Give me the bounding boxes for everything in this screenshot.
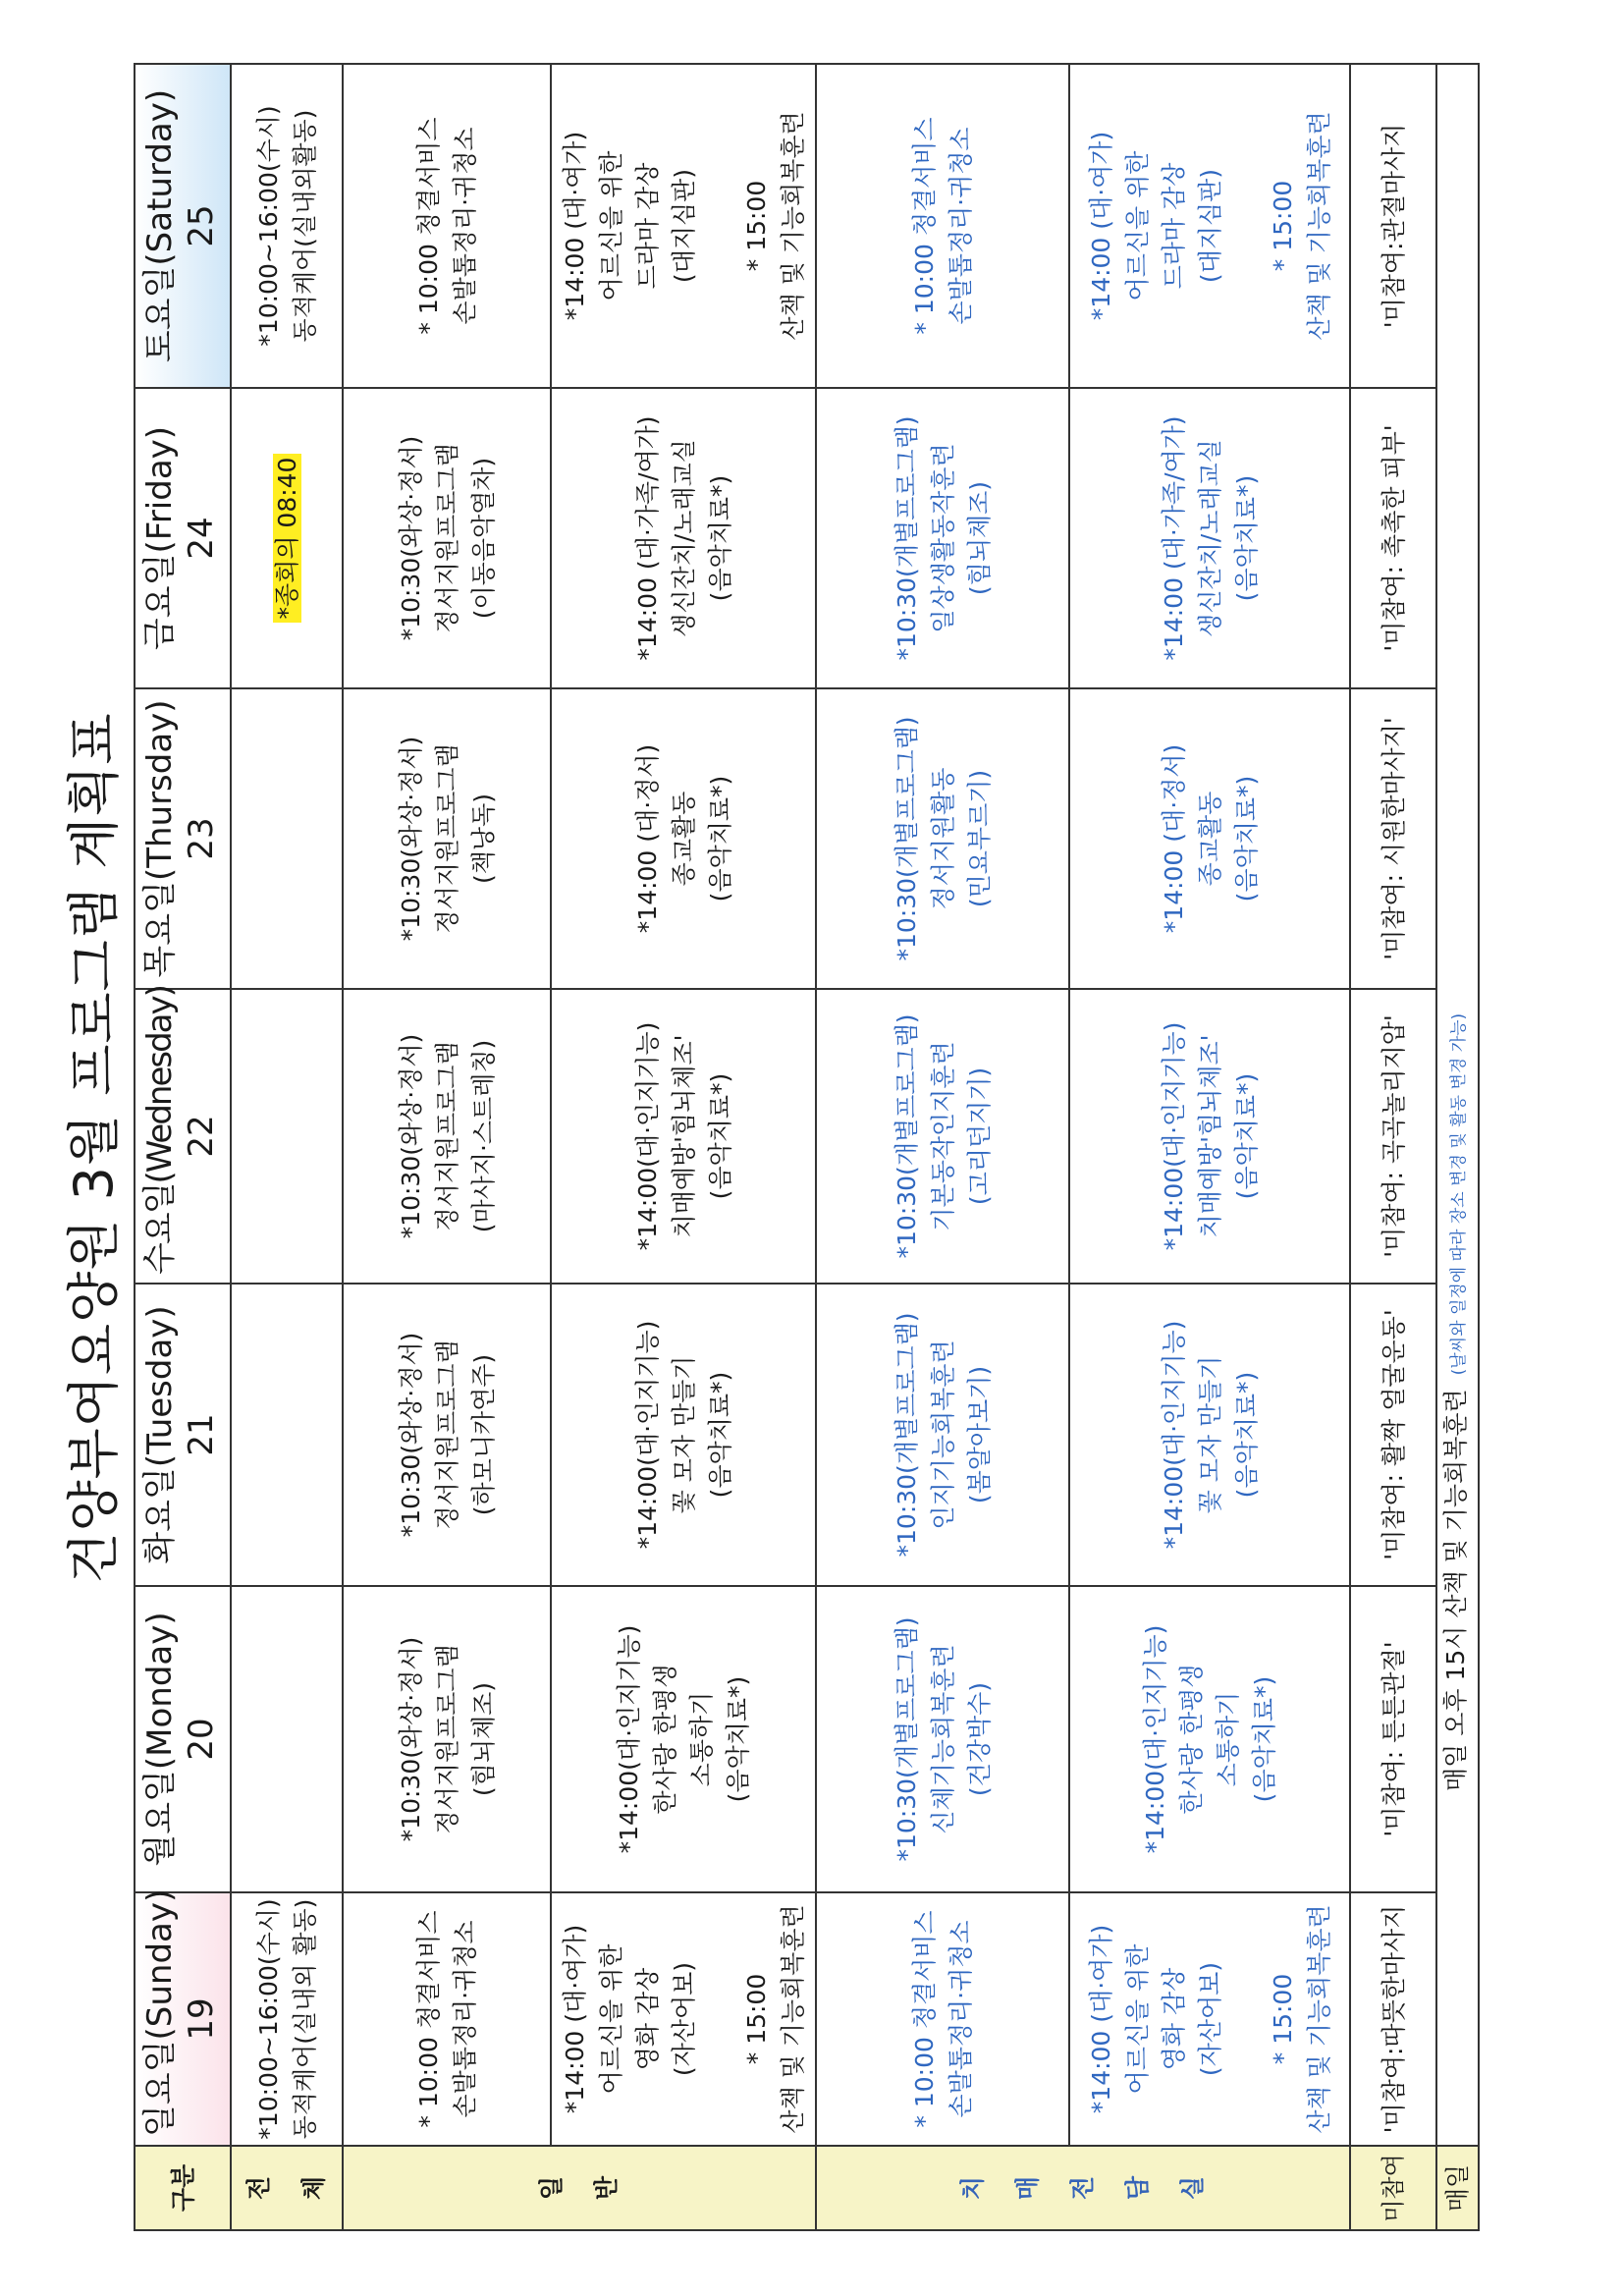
program-text: *14:00 (대·여가) 어르신을 위한 드라마 감상 (대지심판) * 15:00 산책 및 기능회복훈련 [560, 111, 807, 341]
cell-dementia-pm-fri [1069, 388, 1350, 688]
category-non-participation [1350, 2146, 1436, 2230]
day-header-wednesday [135, 986, 231, 1284]
cell-memo-fri: '미참여: 촉촉한 피부' [1350, 388, 1436, 688]
cell-general-pm-mon [551, 1586, 816, 1892]
cell-memo-wed: '미참여: 곡곡놀리지압' [1350, 989, 1436, 1284]
program-text: *10:30(와상·정서) 정서지원프로그램 (마사지·스트레칭) [396, 1033, 498, 1239]
cell-memo-mon: '미참여: 튼튼관절' [1350, 1586, 1436, 1892]
day-header-thursday [135, 688, 231, 989]
staff-meeting-highlight: *종회의 08:40 [273, 454, 301, 624]
row-general-pm [551, 64, 816, 2230]
day-date: 24 [182, 517, 221, 560]
program-text: *10:30(개별프로그램) 정서지원활동 (민요부르기) [892, 716, 994, 961]
cell-general-am-fri [343, 388, 551, 688]
weather-change-note: (날씨와 일정에 따라 장소 변경 및 활동 변경 가능) [1449, 1012, 1469, 1376]
page-title: 건양부여요양원 3월 프로그램 계획표 [63, 712, 125, 1584]
cell-dementia-am-mon [816, 1586, 1069, 1892]
day-name: 일요일(Sunday) [140, 1888, 180, 2137]
row-dementia-am [816, 64, 1069, 2230]
program-text: *14:00 (대·가족/여가) 생신잔치/노래교실 (음악치료*) [632, 415, 734, 661]
cell-general-am-sun [343, 1892, 551, 2146]
day-date: 19 [182, 1997, 221, 2041]
daily-walk-text: 매일 오후 15시 산책 및 기능회복훈련 [1441, 1389, 1470, 1791]
cell-dementia-am-tue [816, 1284, 1069, 1586]
program-text: *14:00(대·인지기능) 치매예방'힘뇌체조' (음악치료*) [632, 1021, 734, 1251]
category-general [343, 2146, 816, 2230]
program-schedule-table [134, 63, 1480, 2231]
program-text: * 10:00 청결서비스 손발톱정리·귀청소 [910, 1910, 975, 2128]
cell-general-am-mon [343, 1586, 551, 1892]
day-header-saturday [135, 64, 231, 388]
cell-memo-tue: '미참여: 활짝 얼굴운동' [1350, 1284, 1436, 1586]
category-dementia-unit [816, 2146, 1350, 2230]
program-text: *10:00~16:00(수시) 동적케어(실내외활동) [254, 105, 319, 347]
program-text: *14:00 (대·정서) 종교활동 (음악치료*) [632, 743, 734, 934]
cell-all-tue [231, 1284, 343, 1586]
day-header-friday [135, 388, 231, 688]
day-name: 화요일(Tuesday) [140, 1305, 180, 1564]
program-text: * 10:00 청결서비스 손발톱정리·귀청소 [414, 1910, 479, 2128]
program-text: *14:00 (대·여가) 어르신을 위한 영화 감상 (자산어보) * 15:00 산책 및 기능회복훈련 [1086, 1904, 1333, 2134]
cell-general-pm-sun [551, 1892, 816, 2146]
corner-label: 구분 [135, 2146, 231, 2230]
category-all [231, 2146, 343, 2230]
day-name: 수요일(Wednesday) [140, 986, 180, 1275]
row-non-participation [1350, 64, 1436, 2230]
day-name: 토요일(Saturday) [140, 88, 180, 363]
day-date: 20 [182, 1718, 221, 1761]
cell-general-pm-sat [551, 64, 816, 388]
cell-dementia-am-fri [816, 388, 1069, 688]
cell-dementia-pm-tue [1069, 1284, 1350, 1586]
program-text: *10:30(개별프로그램) 기본동작인지훈련 (고리던지기) [892, 1013, 994, 1259]
daily-label: 매일 [1436, 2146, 1479, 2230]
program-text: *10:30(개별프로그램) 신체기능회복훈련 (건강박수) [892, 1616, 994, 1862]
cell-dementia-am-thu [816, 688, 1069, 989]
cell-dementia-am-wed [816, 989, 1069, 1284]
cell-all-sun [231, 1892, 343, 2146]
cell-general-pm-tue [551, 1284, 816, 1586]
program-text: *14:00(대·인지기능) 한사랑 한평생 소통하기 (음악치료*) [615, 1624, 752, 1854]
day-date: 25 [182, 204, 221, 247]
cell-memo-thu: '미참여: 시원한마사지' [1350, 688, 1436, 989]
daily-note-cell [1436, 64, 1479, 2146]
program-text: *10:30(와상·정서) 정서지원프로그램 (이동음악열차) [396, 435, 498, 641]
cell-all-thu [231, 688, 343, 989]
program-text: *14:00 (대·여가) 어르신을 위한 드라마 감상 (대지심판) * 15:00 산책 및 기능회복훈련 [1086, 111, 1333, 341]
cell-general-am-sat [343, 64, 551, 388]
program-text: *14:00 (대·가족/여가) 생신잔치/노래교실 (음악치료*) [1159, 415, 1261, 661]
program-text: *10:30(와상·정서) 정서지원프로그램 (힘뇌체조) [396, 1636, 498, 1842]
row-all-residents [231, 64, 343, 2230]
rotated-document [59, 65, 1530, 2231]
program-text: *14:00(대·인지기능) 꽃 모자 만들기 (음악치료*) [1159, 1320, 1261, 1550]
cell-all-sat [231, 64, 343, 388]
cell-memo-sat: '미참여:관절마사지 [1350, 64, 1436, 388]
cell-all-wed [231, 989, 343, 1284]
day-name: 금요일(Friday) [140, 425, 180, 651]
cell-dementia-pm-wed [1069, 989, 1350, 1284]
day-header-row [135, 64, 231, 2230]
program-text: *10:30(개별프로그램) 일상생활동작훈련 (힘뇌체조) [892, 415, 994, 661]
category-label: 전체 [244, 2175, 328, 2201]
program-text: * 10:00 청결서비스 손발톱정리·귀청소 [414, 117, 479, 335]
cell-all-fri [231, 388, 343, 688]
row-general-am [343, 64, 551, 2230]
program-text: *14:00 (대·여가) 어르신을 위한 영화 감상 (자산어보) * 15:00 산책 및 기능회복훈련 [560, 1904, 807, 2134]
cell-general-am-wed [343, 989, 551, 1284]
cell-all-mon [231, 1586, 343, 1892]
program-text: * 10:00 청결서비스 손발톱정리·귀청소 [910, 117, 975, 335]
row-daily [1436, 64, 1479, 2230]
day-date: 22 [182, 1115, 221, 1158]
day-name: 목요일(Thursday) [140, 699, 180, 978]
program-text: *10:30(와상·정서) 정서지원프로그램 (하모니카연주) [396, 1332, 498, 1538]
cell-dementia-pm-mon [1069, 1586, 1350, 1892]
cell-memo-sun: '미참여:따뜻한마사지 [1350, 1892, 1436, 2146]
program-text: *14:00(대·인지기능) 치매예방'힘뇌체조' (음악치료*) [1159, 1021, 1261, 1251]
program-text: *10:00~16:00(수시) 동적케어(실내외 활동) [254, 1898, 319, 2140]
cell-dementia-pm-thu [1069, 688, 1350, 989]
category-label: 일반 [537, 2175, 621, 2201]
cell-general-am-thu [343, 688, 551, 989]
day-header-sunday [135, 1888, 231, 2146]
cell-dementia-pm-sat [1069, 64, 1350, 388]
cell-general-am-tue [343, 1284, 551, 1586]
program-text: *14:00(대·인지기능) 꽃 모자 만들기 (음악치료*) [632, 1320, 734, 1550]
category-label: 치매전담실 [958, 2175, 1207, 2201]
cell-dementia-am-sat [816, 64, 1069, 388]
cell-general-pm-thu [551, 688, 816, 989]
cell-general-pm-wed [551, 989, 816, 1284]
row-dementia-pm [1069, 64, 1350, 2230]
day-header-tuesday [135, 1284, 231, 1586]
cell-general-pm-fri [551, 388, 816, 688]
cell-dementia-am-sun [816, 1892, 1069, 2146]
cell-dementia-pm-sun [1069, 1892, 1350, 2146]
day-date: 23 [182, 817, 221, 860]
day-header-monday [135, 1586, 231, 1892]
program-text: *10:30(개별프로그램) 인지기능회복훈련 (봄알아보기) [892, 1312, 994, 1558]
program-text: *14:00(대·인지기능) 한사랑 한평생 소통하기 (음악치료*) [1141, 1624, 1278, 1854]
day-date: 21 [182, 1413, 221, 1456]
program-text: *10:30(와상·정서) 정서지원프로그램 (책낭독) [396, 736, 498, 942]
day-name: 월요일(Monday) [140, 1612, 180, 1867]
category-label: 미참여 [1380, 2154, 1407, 2222]
program-text: *14:00 (대·정서) 종교활동 (음악치료*) [1159, 743, 1261, 934]
